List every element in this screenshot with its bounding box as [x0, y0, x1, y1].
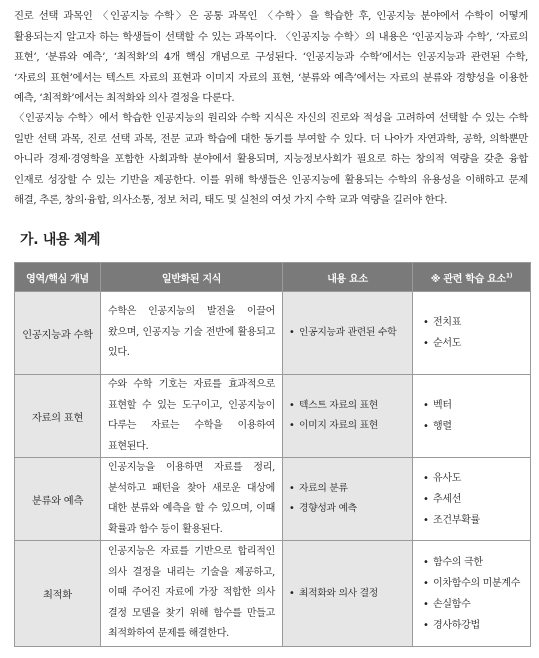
- table-row: [15, 458, 531, 541]
- content-element-item: [289, 416, 406, 436]
- content-element-item: [289, 499, 406, 519]
- content-element-list: [289, 323, 406, 343]
- header-related-label: ※ 관련 학습 요소: [430, 273, 506, 285]
- bullet-icon: •: [423, 598, 429, 610]
- footnote-marker: 1): [505, 272, 513, 280]
- related-element-item: [423, 489, 520, 510]
- bullet-icon: •: [423, 421, 429, 432]
- related-element-item: [423, 416, 520, 437]
- area-cell: 최적화: [15, 541, 101, 647]
- related-element-item: [423, 312, 520, 333]
- header-elements: 내용 요소: [283, 263, 413, 292]
- table-row: [15, 292, 531, 375]
- area-cell: 자료의 표현: [15, 375, 101, 458]
- area-cell: 분류와 예측: [15, 458, 101, 541]
- related-element-text: 조건부확률: [433, 514, 480, 526]
- related-element-text: 함수의 극한: [433, 556, 483, 568]
- bullet-icon: •: [423, 514, 429, 526]
- content-element-item: [289, 323, 406, 343]
- related-element-text: 전치표: [433, 317, 462, 328]
- content-element-cell: [283, 292, 413, 375]
- content-element-list: [289, 396, 406, 436]
- related-element-text: 행렬: [433, 421, 452, 432]
- bullet-icon: •: [423, 556, 429, 568]
- intro-paragraph: 진로 선택 과목인 〈인공지능 수학〉은 공통 과목인 〈수학〉을 학습한 후, 인공지능 분야에서 수학이 어떻게 활용되는지 알고자 하는 학생들이 선택할 수 있는 과목이다. 〈인공지능 수학〉의 내용은 ‘인공지능과 수학’, ‘자료의 표현’, ‘분류와 예측’, ‘최적화’의 4개 핵심 개념으로 구성된다. ‘인공지능과 수학’에서는 인공지능과 관련된 수학, ‘자료의 표현’에서는 텍스트 자료의 표현과 이미지 자료의 표현, ‘분류와 예측’에서는 자료의 분류와 경향성을 이용한 예측, ‘최적화’에서는 최적화와 의사 결정을 다룬다.: [14, 10, 528, 104]
- bullet-icon: •: [423, 400, 429, 411]
- header-related: [413, 263, 531, 292]
- bullet-icon: •: [289, 327, 295, 338]
- content-element-cell: [283, 375, 413, 458]
- related-element-cell: [413, 541, 531, 647]
- content-element-text: 인공지능과 관련된 수학: [299, 327, 397, 338]
- table-row: [15, 541, 531, 647]
- content-element-item: [289, 396, 406, 416]
- bullet-icon: •: [289, 400, 295, 411]
- related-element-list: [423, 468, 520, 531]
- content-element-text: 이미지 자료의 표현: [299, 420, 378, 431]
- related-element-item: [423, 573, 520, 594]
- knowledge-cell: 수와 수학 기호는 자료를 효과적으로 표현할 수 있는 도구이고, 인공지능이 다루는 자료는 수학을 이용하여 표현된다.: [101, 375, 283, 458]
- bullet-icon: •: [289, 503, 295, 514]
- related-element-list: [423, 552, 520, 636]
- knowledge-cell: 인공지능은 자료를 기반으로 합리적인 의사 결정을 내리는 기술을 제공하고, 이때 주어진 자료에 가장 적합한 의사 결정 모델을 찾기 위해 함수를 만들고 최적화하여 문제를 해결한다.: [101, 541, 283, 647]
- section-title: 가. 내용 체계: [20, 232, 101, 248]
- bullet-icon: •: [289, 587, 295, 599]
- related-element-item: [423, 333, 520, 354]
- related-element-text: 벡터: [433, 400, 452, 411]
- related-element-cell: [413, 375, 531, 458]
- related-element-text: 이차함수의 미분계수: [433, 577, 521, 589]
- bullet-icon: •: [289, 420, 295, 431]
- bullet-icon: •: [423, 493, 429, 505]
- content-element-list: [289, 584, 406, 604]
- related-element-text: 순서도: [433, 338, 462, 349]
- content-element-list: [289, 479, 406, 519]
- content-element-text: 자료의 분류: [299, 483, 348, 494]
- content-element-item: [289, 479, 406, 499]
- related-element-text: 추세선: [433, 493, 462, 505]
- content-element-cell: [283, 458, 413, 541]
- related-element-item: [423, 615, 520, 636]
- knowledge-cell: 수학은 인공지능의 발전을 이끌어 왔으며, 인공지능 기술 전반에 활용되고 있다.: [101, 292, 283, 375]
- content-element-item: [289, 584, 406, 604]
- content-element-text: 최적화와 의사 결정: [299, 587, 378, 599]
- related-element-item: [423, 552, 520, 573]
- bullet-icon: •: [423, 338, 429, 349]
- related-element-list: [423, 312, 520, 354]
- table-row: [15, 375, 531, 458]
- content-element-text: 텍스트 자료의 표현: [299, 400, 378, 411]
- related-element-item: [423, 395, 520, 416]
- content-structure-table: [14, 262, 531, 647]
- related-element-cell: [413, 458, 531, 541]
- content-element-text: 경향성과 예측: [299, 503, 357, 514]
- related-element-text: 경사하강법: [433, 619, 480, 631]
- bullet-icon: •: [423, 619, 429, 631]
- related-element-item: [423, 468, 520, 489]
- bullet-icon: •: [423, 472, 429, 484]
- related-element-text: 손실함수: [433, 598, 471, 610]
- related-element-text: 유사도: [433, 472, 462, 484]
- area-cell: 인공지능과 수학: [15, 292, 101, 375]
- bullet-icon: •: [289, 483, 295, 494]
- related-element-item: [423, 594, 520, 615]
- table-header-row: [15, 263, 531, 292]
- second-paragraph: 〈인공지능 수학〉에서 학습한 인공지능의 원리와 수학 지식은 자신의 진로와 적성을 고려하여 선택할 수 있는 수학 일반 선택 과목, 진로 선택 과목, 전문 교과 학습에 대한 동기를 부여할 수 있다. 더 나아가 자연과학, 공학, 의학뿐만 아니라 경제·경영학을 포함한 사회과학 분야에서 활용되며, 지능정보사회가 필요로 하는 창의적 역량을 갖춘 융합 인재로 성장할 수 있는 기반을 제공한다. 이를 위해 학생들은 인공지능에 활용되는 수학의 유용성을 이해하고 문제 해결, 추론, 창의·융합, 의사소통, 정보 처리, 태도 및 실천의 여섯 가지 수학 교과 역량을 길러야 한다.: [14, 112, 528, 206]
- related-element-cell: [413, 292, 531, 375]
- related-element-list: [423, 395, 520, 437]
- header-knowledge: 일반화된 지식: [101, 263, 283, 292]
- bullet-icon: •: [423, 317, 429, 328]
- header-area: 영역/핵심 개념: [15, 263, 101, 292]
- knowledge-cell: 인공지능을 이용하면 자료를 정리, 분석하고 패턴을 찾아 새로운 대상에 대한 분류와 예측을 할 수 있으며, 이때 확률과 함수 등이 활용된다.: [101, 458, 283, 541]
- content-element-cell: [283, 541, 413, 647]
- bullet-icon: •: [423, 577, 429, 589]
- related-element-item: [423, 510, 520, 531]
